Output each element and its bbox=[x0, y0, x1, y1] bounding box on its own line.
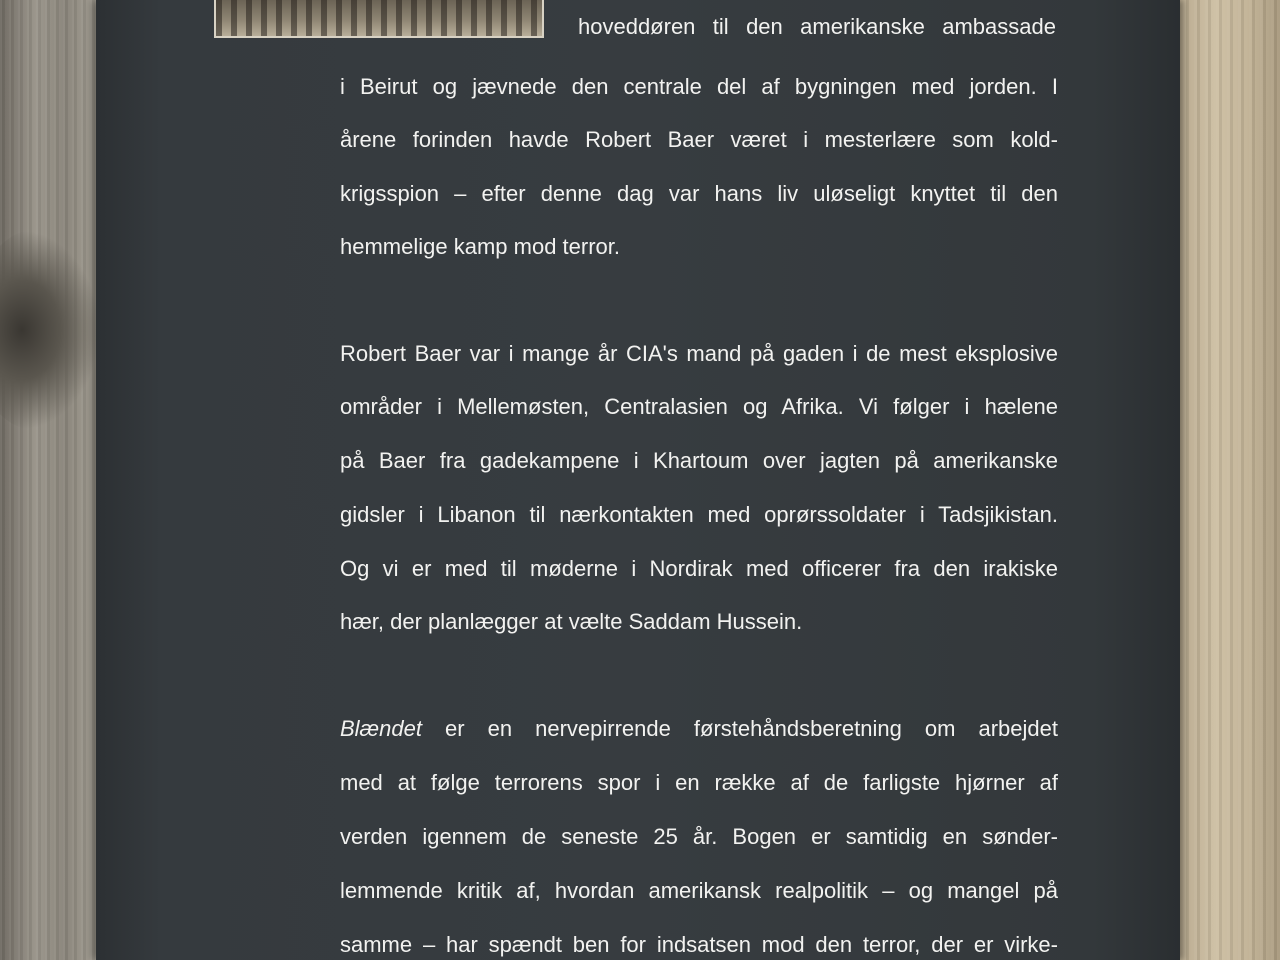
text-line: i Beirut og jævnede den centrale del af bygningen med jorden. I bbox=[340, 74, 1058, 99]
wooden-surface-right bbox=[1172, 0, 1280, 960]
cover-photo bbox=[214, 0, 544, 38]
text-line: gidsler i Libanon til nærkontakten med oprørssoldater i Tadsjikistan. bbox=[340, 502, 1058, 527]
text-line: Robert Baer var i mange år CIA's mand på gaden i de mest eksplosive bbox=[340, 341, 1058, 366]
text-line: hoveddøren til den amerikanske ambassade bbox=[578, 14, 1056, 39]
text-line-rest: er en nervepirrende førstehåndsberetning om arbejdet bbox=[421, 716, 1058, 741]
text-line: hemmelige kamp mod terror. bbox=[340, 234, 620, 259]
book-title: Blændet bbox=[340, 716, 422, 741]
text-line: Og vi er med til møderne i Nordirak med officerer fra den irakiske bbox=[340, 556, 1058, 581]
text-line bbox=[340, 714, 1058, 744]
text-line: med at følge terrorens spor i en række af de farligste hjørner af bbox=[340, 770, 1058, 795]
text-line: verden igennem de seneste 25 år. Bogen er samtidig en sønder- bbox=[340, 824, 1058, 849]
text-line: lemmende kritik af, hvordan amerikansk realpolitik – og mangel på bbox=[340, 878, 1058, 903]
text-line: hær, der planlægger at vælte Saddam Hussein. bbox=[340, 609, 803, 634]
text-line: årene forinden havde Robert Baer været i mesterlære som kold- bbox=[340, 127, 1058, 152]
text-line: krigsspion – efter denne dag var hans liv uløseligt knyttet til den bbox=[340, 181, 1058, 206]
text-line: samme – har spændt ben for indsatsen mod den terror, der er virke- bbox=[340, 932, 1058, 957]
text-line: på Baer fra gadekampene i Khartoum over jagten på amerikanske bbox=[340, 448, 1058, 473]
wood-knot bbox=[0, 230, 100, 430]
text-line: områder i Mellemøsten, Centralasien og Afrika. Vi følger i hælene bbox=[340, 394, 1058, 419]
